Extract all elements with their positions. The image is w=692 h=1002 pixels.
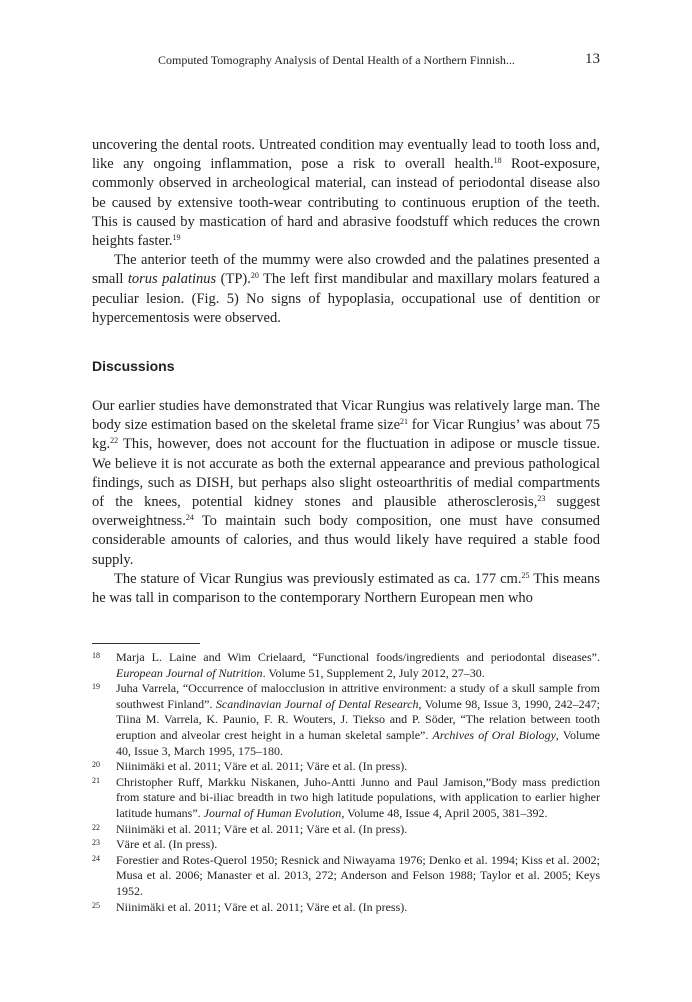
footnote-journal: European Journal of Nutrition — [116, 665, 263, 680]
footnote-text: , Volume 40, Issue 3, March 1995, 175–180. — [116, 727, 600, 758]
footnote-ref[interactable]: 19 — [172, 233, 181, 243]
footnote-text: . Volume 51, Supplement 2, July 2012, 27–30. — [262, 665, 485, 680]
footnote-text: Väre et al. (In press). — [116, 837, 218, 852]
footnote-text: Niinimäki et al. 2011; Väre et al. 2011; Väre et al. (In press). — [116, 899, 408, 914]
footnote-text: Niinimäki et al. 2011; Väre et al. 2011; Väre et al. (In press). — [116, 821, 408, 836]
footnote-number: 19 — [92, 682, 100, 692]
text-run: The anterior teeth of the mummy were also crowded and the palatines presented a small — [92, 252, 600, 288]
text-run: suggest overweightness. — [92, 494, 600, 530]
footnote-journal: Scandinavian Journal of Dental Research — [215, 696, 419, 711]
text-run: (TP). — [216, 271, 251, 288]
footnote-number: 23 — [92, 838, 100, 848]
footnote-text: , Volume 48, Issue 4, April 2005, 381–392. — [341, 805, 548, 820]
discussions-text — [92, 397, 600, 608]
footnote-ref[interactable]: 25 — [521, 570, 530, 580]
page-number: 13 — [585, 51, 600, 67]
footnote-text: Forestier and Rotes-Querol 1950; Resnick and Niwayama 1976; Denko et al. 1994; Kiss et al. 2002; Musa et al. 2006; Manaster et al. 2013, 272; Anderson and Felson 1988; Taylor et al. 2005; Keys 1952. — [116, 852, 600, 898]
footnote-number: 22 — [92, 822, 100, 832]
footnote — [92, 759, 600, 775]
text-run: The stature of Vicar Rungius was previously estimated as ca. 177 cm. — [114, 570, 522, 587]
footnote-number: 20 — [92, 760, 100, 770]
footnote — [92, 837, 600, 853]
section-heading: Discussions — [92, 358, 175, 374]
footnote-ref[interactable]: 18 — [493, 156, 502, 166]
footnote-text: Marja L. Laine and Wim Crielaard, “Functional foods/ingredients and periodontal diseases”. — [116, 650, 600, 664]
footnote — [92, 822, 600, 838]
footnote-ref[interactable]: 24 — [185, 513, 194, 523]
footnote — [92, 900, 600, 916]
footnote-number: 18 — [92, 651, 100, 660]
paragraph — [92, 136, 600, 251]
footnotes — [92, 650, 600, 915]
footnote — [92, 775, 600, 822]
running-title: Computed Tomography Analysis of Dental Health of a Northern Finnish... — [158, 53, 515, 67]
footnote-separator — [92, 643, 200, 644]
text-run: Root-exposure, commonly observed in archeological material, can instead of periodontal disease also be caused by extensive tooth-wear contributing to continuous eruption of the teeth. This is caused by mastication of hard and abrasive foodstuff which reduces the crown heights faster. — [92, 156, 601, 250]
footnote-ref[interactable]: 21 — [400, 417, 409, 427]
footnote-ref[interactable]: 23 — [537, 494, 546, 504]
footnote — [92, 853, 600, 900]
footnote-ref[interactable]: 20 — [250, 271, 259, 281]
text-run: Our earlier studies have demonstrated that Vicar Rungius was relatively large man. The body size estimation based on the skeletal frame size — [92, 398, 600, 434]
text-run: This means he was tall in comparison to the contemporary Northern European men who — [92, 570, 600, 607]
footnote-text: Christopher Ruff, Markku Niskanen, Juho-Antti Junno and Paul Jamison,”Body mass prediction from stature and bi-iliac breadth in two high latitude populations, with application to earlier higher latitude humans”. — [116, 774, 600, 820]
footnote-ref[interactable]: 22 — [110, 436, 119, 446]
footnote-number: 21 — [92, 775, 100, 785]
footnote-text: Niinimäki et al. 2011; Väre et al. 2011; Väre et al. (In press). — [116, 759, 408, 774]
footnote — [92, 650, 600, 681]
footnote-number: 25 — [92, 900, 100, 910]
text-run: This, however, does not account for the fluctuation in adipose or muscle tissue. We believe it is not accurate as both the external appearance and previous pathological findings, such as DISH, but perhaps also slight osteoarthritis of medial compartments of the knees, potential kidney stones and plausible atherosclerosis, — [92, 436, 600, 511]
footnote — [92, 681, 600, 759]
text-run: uncovering the dental roots. Untreated condition may eventually lead to tooth loss and, like any ongoing inflammation, pose a risk to overall health. — [92, 137, 600, 173]
text-run: To maintain such body composition, one must have consumed considerable amounts of calories, and thus would likely have required a stable food supply. — [92, 513, 600, 568]
paragraph — [92, 251, 600, 328]
text-run: The left first mandibular and maxillary molars featured a peculiar lesion. (Fig. 5) No signs of hypoplasia, occupational use of dentition or hypercementosis were observed. — [92, 271, 600, 326]
footnote-journal: Journal of Human Evolution — [203, 805, 342, 820]
paragraph — [92, 570, 600, 608]
section-text — [92, 136, 600, 328]
footnote-journal: Archives of Oral Biology — [432, 727, 556, 742]
italic-term: torus palatinus — [127, 271, 217, 288]
footnote-text: Juha Varrela, “Occurrence of malocclusion in attritive environment: a study of a skull sample from southwest Finland”. — [116, 681, 600, 711]
text-run: for Vicar Rungius’ was about 75 kg. — [92, 417, 600, 453]
footnote-text: , Volume 98, Issue 3, 1990, 242–247; Tiina M. Varrela, K. Paunio, F. R. Wouters, J. Tiekso and P. Söder, “The relation between tooth eruption and alveolar crest height in a human skeletal sample”. — [116, 696, 600, 742]
paragraph — [92, 397, 600, 570]
footnote-number: 24 — [92, 853, 100, 863]
